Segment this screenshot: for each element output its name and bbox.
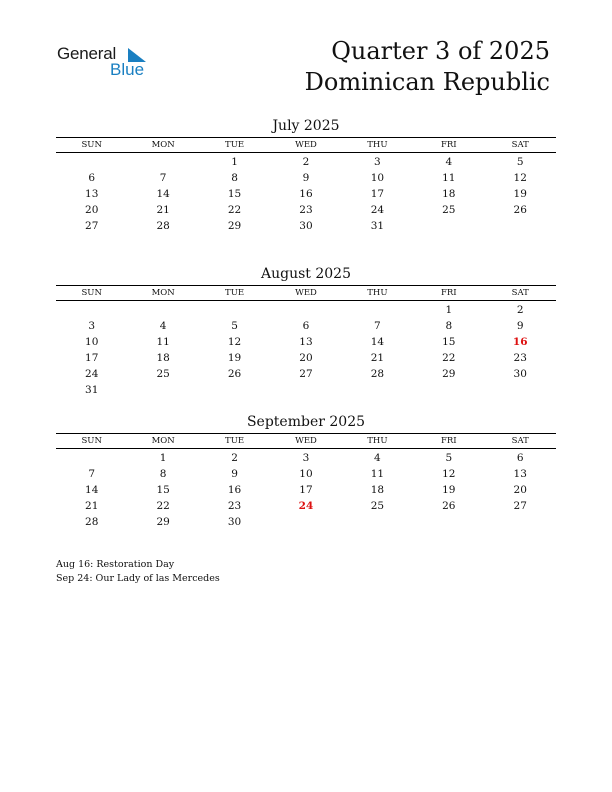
weekday-label: TUE	[225, 436, 245, 446]
day-cell: 7	[159, 172, 167, 184]
day-cell: 11	[442, 172, 456, 184]
day-cell: 9	[302, 172, 310, 184]
day-cell	[199, 382, 270, 398]
day-cell: 7	[374, 320, 381, 332]
day-cell: 24	[85, 368, 99, 380]
day-cell: 21	[156, 204, 170, 216]
day-cell: 5	[445, 452, 453, 464]
day-cell: 19	[442, 484, 456, 496]
day-cell: 29	[156, 516, 170, 528]
day-cell	[413, 218, 484, 234]
weekday-label: MON	[151, 436, 175, 446]
day-cell: 20	[299, 352, 313, 364]
day-cell: 26	[442, 500, 456, 512]
day-cell: 17	[85, 352, 99, 364]
week-row	[56, 202, 556, 218]
title-quarter: Quarter 3 of 2025	[331, 37, 550, 65]
month-title: September 2025	[246, 414, 366, 430]
weekday-header	[56, 285, 556, 301]
day-cell: 10	[299, 468, 313, 480]
day-cell: 31	[370, 220, 385, 232]
day-cell	[270, 514, 341, 530]
week-row	[56, 318, 556, 334]
generalblue-logo	[57, 44, 157, 84]
day-cell	[199, 302, 270, 318]
day-cell: 3	[374, 156, 381, 168]
day-cell: 11	[370, 468, 385, 480]
week-row	[56, 154, 556, 170]
weekday-label: SAT	[511, 288, 529, 298]
day-cell: 1	[159, 452, 167, 464]
day-cell: 6	[88, 172, 96, 184]
day-cell: 10	[370, 172, 385, 184]
holiday-notes	[56, 558, 220, 586]
day-cell: 29	[442, 368, 456, 380]
day-cell: 19	[227, 352, 242, 364]
month-grid	[56, 301, 556, 398]
day-cell: 27	[513, 500, 527, 512]
day-cell: 28	[370, 368, 385, 380]
day-cell: 12	[227, 336, 242, 348]
day-cell: 18	[156, 352, 170, 364]
day-cell: 24	[370, 204, 385, 216]
day-cell: 6	[302, 320, 310, 332]
month-title: August 2025	[261, 266, 351, 282]
day-cell: 22	[227, 204, 242, 216]
day-cell	[342, 514, 413, 530]
day-cell: 13	[85, 188, 99, 200]
week-row	[56, 366, 556, 382]
day-cell: 22	[442, 352, 456, 364]
day-cell: 17	[299, 484, 313, 496]
day-cell: 8	[159, 468, 167, 480]
day-cell: 1	[445, 304, 453, 316]
day-cell: 30	[299, 220, 313, 232]
day-cell: 30	[227, 516, 242, 528]
week-row	[56, 382, 556, 398]
week-row	[56, 302, 556, 318]
day-cell	[127, 302, 198, 318]
week-row	[56, 482, 556, 498]
logo-blue-text: Blue	[110, 60, 145, 79]
week-row	[56, 186, 556, 202]
month-september	[56, 413, 556, 530]
month-title: July 2025	[272, 118, 340, 134]
week-row	[56, 466, 556, 482]
day-cell: 9	[231, 468, 238, 480]
day-cell: 28	[85, 516, 99, 528]
title-country: Dominican Republic	[304, 68, 550, 96]
day-cell	[413, 514, 484, 530]
day-cell: 9	[516, 320, 524, 332]
day-cell: 25	[442, 204, 456, 216]
week-row	[56, 170, 556, 186]
logo-general-text: General	[57, 44, 117, 63]
week-row	[56, 350, 556, 366]
weekday-label: SUN	[81, 288, 102, 298]
day-cell: 15	[227, 188, 242, 200]
day-cell: 2	[302, 156, 310, 168]
day-cell: 23	[513, 352, 527, 364]
week-row	[56, 218, 556, 234]
day-cell: 27	[299, 368, 313, 380]
week-row	[56, 514, 556, 530]
month-august	[56, 265, 556, 398]
day-cell: 26	[227, 368, 242, 380]
day-cell	[485, 382, 556, 398]
day-cell: 23	[227, 500, 242, 512]
month-grid	[56, 449, 556, 530]
day-cell: 3	[302, 452, 310, 464]
day-cell: 21	[85, 500, 99, 512]
month-july	[56, 117, 556, 234]
day-cell: 5	[231, 320, 238, 332]
weekday-label: WED	[295, 436, 317, 446]
day-cell: 13	[513, 468, 527, 480]
weekday-label: TUE	[225, 288, 245, 298]
day-cell: 14	[370, 336, 385, 348]
holiday-note: Sep 24: Our Lady of las Mercedes	[56, 573, 220, 584]
weekday-header	[56, 433, 556, 449]
day-cell: 2	[231, 452, 238, 464]
week-row	[56, 450, 556, 466]
day-cell: 4	[445, 156, 453, 168]
day-cell: 8	[445, 320, 453, 332]
day-cell: 25	[370, 500, 385, 512]
day-cell	[485, 218, 556, 234]
day-cell	[485, 514, 556, 530]
day-cell: 15	[156, 484, 170, 496]
weekday-label: MON	[151, 288, 175, 298]
day-cell	[270, 302, 341, 318]
day-cell	[342, 382, 413, 398]
day-cell: 14	[85, 484, 99, 496]
day-cell: 27	[85, 220, 99, 232]
week-row	[56, 334, 556, 350]
day-cell: 19	[513, 188, 527, 200]
day-cell: 1	[231, 156, 238, 168]
day-cell: 7	[88, 468, 96, 480]
day-cell: 18	[370, 484, 385, 496]
weekday-label: FRI	[440, 140, 457, 150]
weekday-label: SAT	[511, 436, 529, 446]
day-cell: 16	[227, 484, 242, 496]
day-cell	[342, 302, 413, 318]
day-cell	[56, 154, 127, 170]
day-cell: 21	[370, 352, 385, 364]
day-cell: 5	[516, 156, 524, 168]
day-cell: 12	[513, 172, 527, 184]
weekday-label: FRI	[440, 288, 457, 298]
page-title	[305, 36, 550, 98]
day-cell: 18	[442, 188, 456, 200]
day-cell	[270, 382, 341, 398]
day-cell: 31	[85, 384, 99, 396]
day-cell: 3	[88, 320, 96, 332]
day-cell: 28	[156, 220, 170, 232]
weekday-label: THU	[367, 288, 388, 298]
weekday-label: SUN	[81, 436, 102, 446]
day-cell: 29	[227, 220, 242, 232]
day-cell: 17	[370, 188, 385, 200]
day-cell: 8	[231, 172, 238, 184]
weekday-label: THU	[367, 140, 388, 150]
day-cell	[127, 382, 198, 398]
weekday-header	[56, 137, 556, 153]
day-cell: 30	[513, 368, 527, 380]
day-cell: 11	[156, 336, 170, 348]
day-cell: 23	[299, 204, 313, 216]
day-cell	[413, 382, 484, 398]
weekday-label: TUE	[225, 140, 245, 150]
day-cell: 14	[156, 188, 170, 200]
day-cell: 12	[442, 468, 456, 480]
day-cell: 26	[513, 204, 527, 216]
weekday-label: WED	[295, 140, 317, 150]
holiday-day-cell: 16	[512, 336, 528, 348]
day-cell: 10	[85, 336, 99, 348]
day-cell: 2	[516, 304, 524, 316]
day-cell: 16	[299, 188, 313, 200]
day-cell: 25	[156, 368, 170, 380]
month-grid	[56, 153, 556, 234]
weekday-label: SUN	[81, 140, 102, 150]
weekday-label: SAT	[511, 140, 529, 150]
day-cell: 22	[156, 500, 170, 512]
weekday-label: THU	[367, 436, 388, 446]
holiday-note: Aug 16: Restoration Day	[56, 559, 175, 570]
day-cell: 15	[442, 336, 456, 348]
weekday-label: MON	[151, 140, 175, 150]
weekday-label: WED	[295, 288, 317, 298]
holiday-day-cell: 24	[298, 500, 314, 512]
day-cell	[56, 450, 127, 466]
day-cell	[56, 302, 127, 318]
day-cell	[127, 154, 198, 170]
day-cell: 20	[85, 204, 99, 216]
day-cell: 4	[159, 320, 167, 332]
day-cell: 6	[516, 452, 524, 464]
day-cell: 4	[374, 452, 381, 464]
week-row	[56, 498, 556, 514]
weekday-label: FRI	[440, 436, 457, 446]
day-cell: 13	[299, 336, 313, 348]
day-cell: 20	[513, 484, 527, 496]
